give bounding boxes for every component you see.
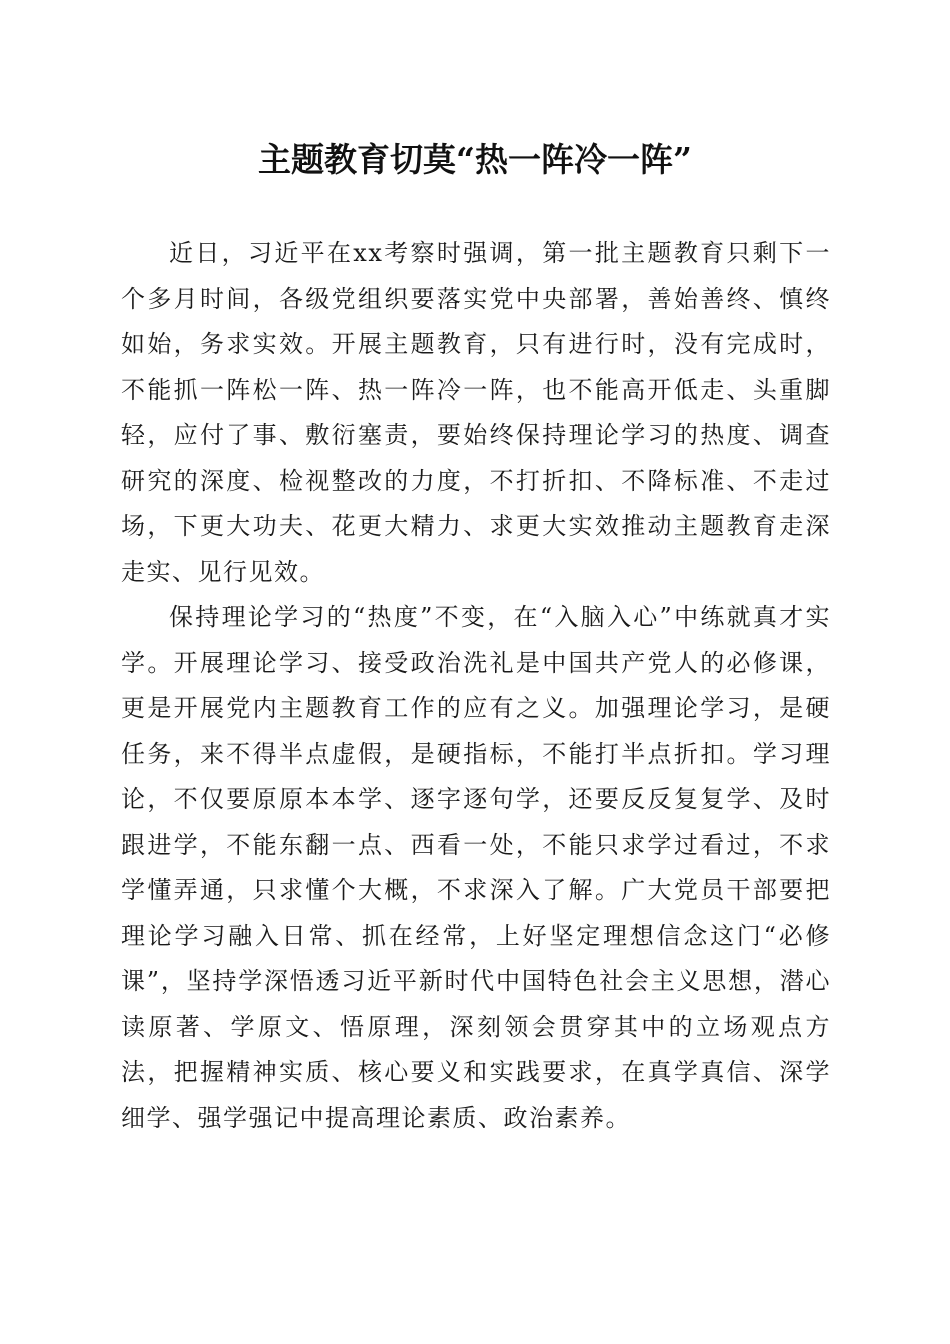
document-body — [121, 231, 831, 1141]
document-title: 主题教育切莫“热一阵冷一阵” — [258, 140, 692, 179]
paragraph-2: 保持理论学习的“热度”不变，在“入脑入心”中练就真才实学。开展理论学习、接受政治洗礼是中国共产党人的必修课，更是开展党内主题教育工作的应有之义。加强理论学习，是硬任务，来不得半点虚假，是硬指标，不能打半点折扣。学习理论，不仅要原原本本学、逐字逐句学，还要反反复复学、及时跟进学，不能东翻一点、西看一处，不能只求学过看过，不求学懂弄通，只求懂个大概，不求深入了解。广大党员干部要把理论学习融入日常、抓在经常，上好坚定理想信念这门“必修课”，坚持学深悟透习近平新时代中国特色社会主义思想，潜心读原著、学原文、悟原理，深刻领会贯穿其中的立场观点方法，把握精神实质、核心要义和实践要求，在真学真信、深学细学、强学强记中提高理论素质、政治素养。 — [121, 603, 831, 1132]
paragraph-1: 近日，习近平在xx考察时强调，第一批主题教育只剩下一个多月时间，各级党组织要落实党中央部署，善始善终、慎终如始，务求实效。开展主题教育，只有进行时，没有完成时，不能抓一阵松一阵、热一阵冷一阵，也不能高开低走、头重脚轻，应付了事、敷衍塞责，要始终保持理论学习的热度、调查研究的深度、检视整改的力度，不打折扣、不降标准、不走过场，下更大功夫、花更大精力、求更大实效推动主题教育走深走实、见行见效。 — [121, 239, 831, 586]
